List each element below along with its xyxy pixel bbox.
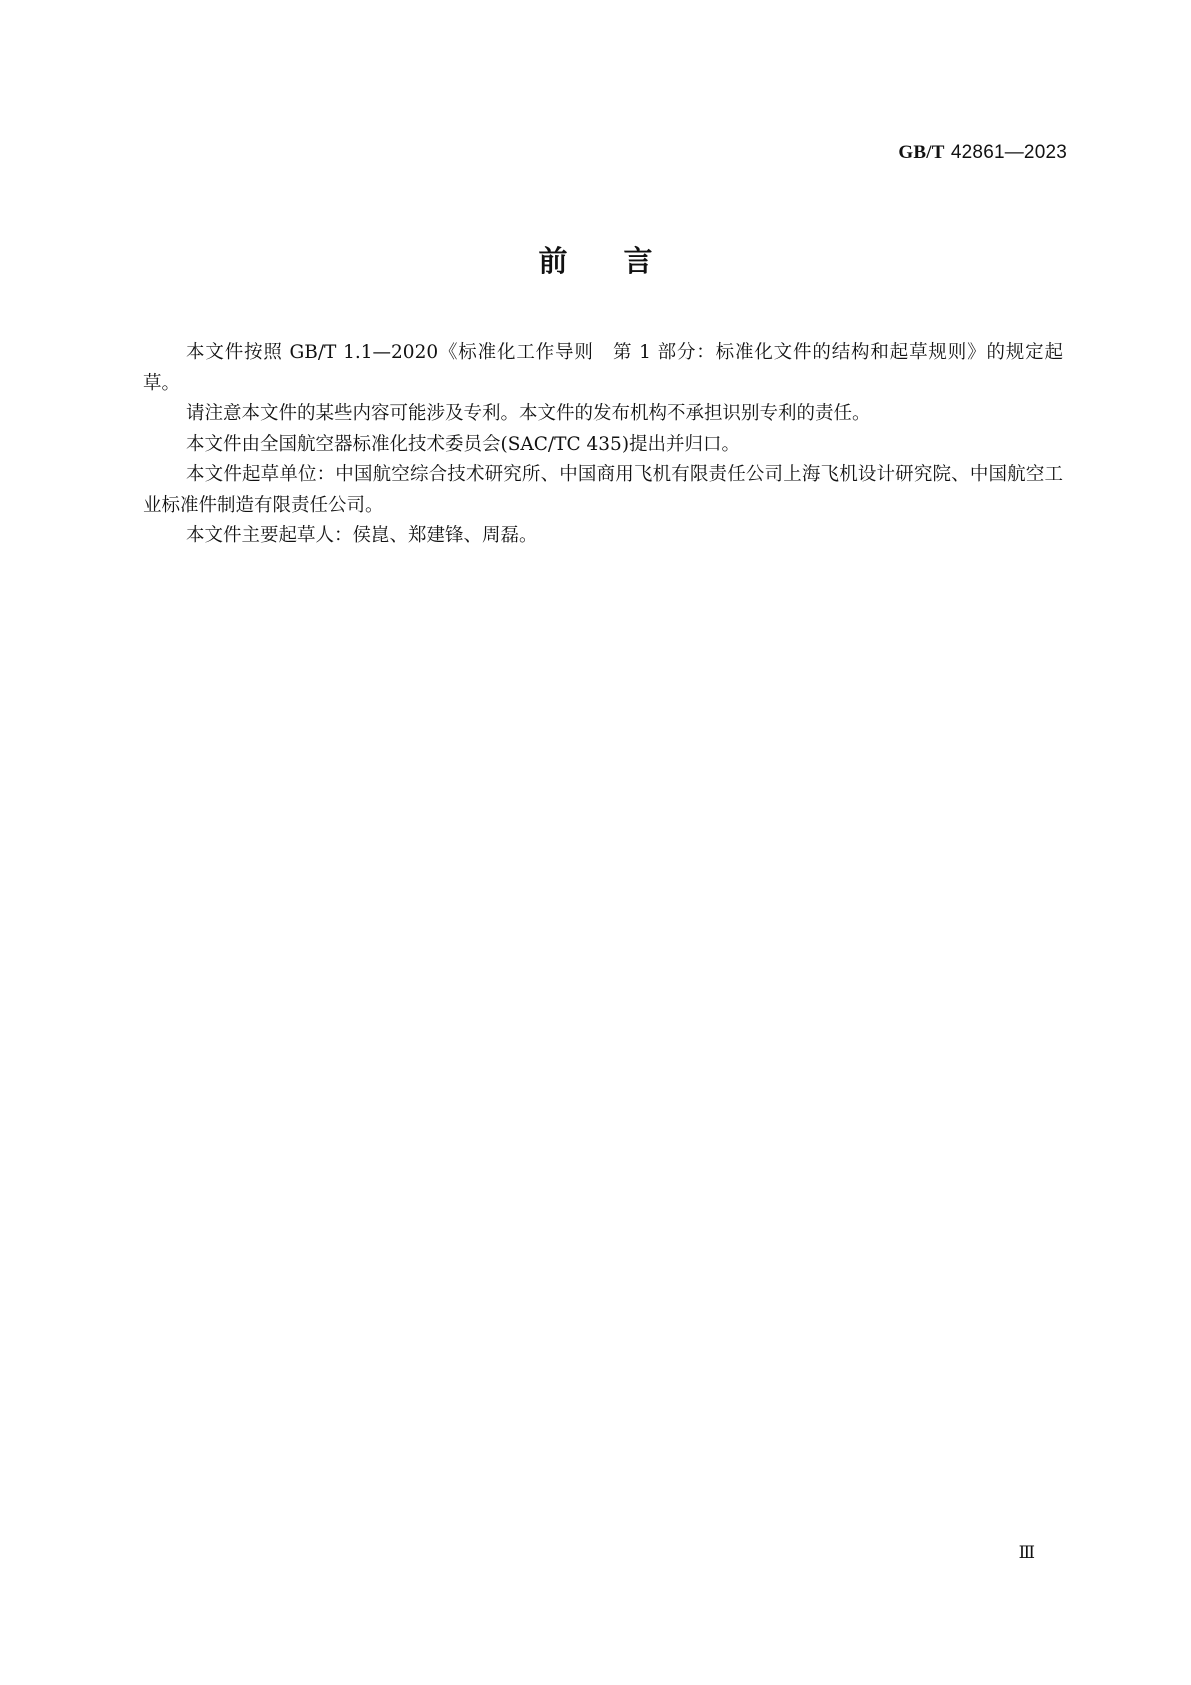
standard-number: 42861—2023	[950, 142, 1067, 163]
paragraph-drafters: 本文件主要起草人：侯崑、郑建锋、周磊。	[186, 525, 538, 546]
paragraph-patent-notice: 请注意本文件的某些内容可能涉及专利。本文件的发布机构不承担识别专利的责任。	[186, 403, 871, 424]
preface-body	[143, 338, 1063, 552]
standard-code	[898, 139, 1067, 166]
paragraph-drafting-rules: 本文件按照 GB/T 1.1—2020《标准化工作导则 第 1 部分：标准化文件的结构和起草规则》的规定起草。	[143, 342, 1063, 394]
paragraph-proposer: 本文件由全国航空器标准化技术委员会(SAC/TC 435)提出并归口。	[186, 433, 741, 455]
paragraph-drafting-units: 本文件起草单位：中国航空综合技术研究所、中国商用飞机有限责任公司上海飞机设计研究院、中国航空工业标准件制造有限责任公司。	[143, 464, 1063, 516]
page-number: Ⅲ	[1018, 1543, 1035, 1562]
standard-prefix: GB/T	[898, 142, 945, 163]
page-title: 前言	[538, 244, 709, 278]
